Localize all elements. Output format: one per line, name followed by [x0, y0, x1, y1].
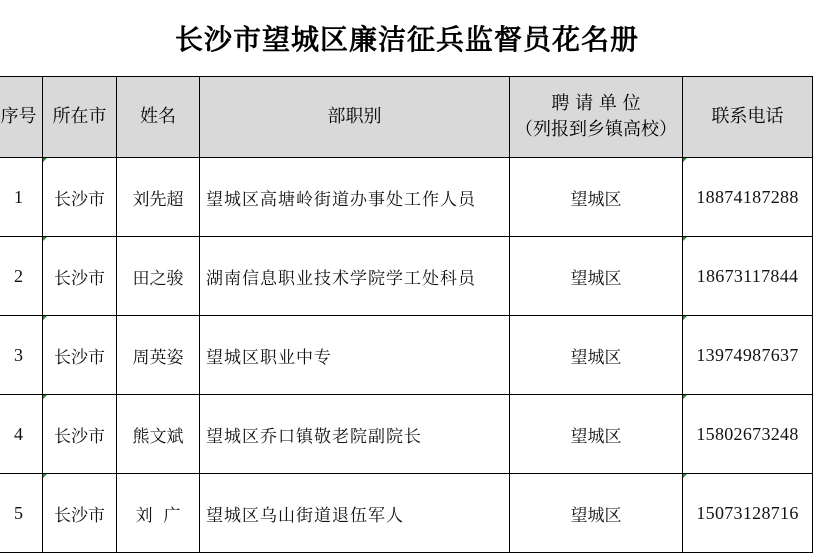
cell-marker-icon: [683, 474, 687, 478]
cell-phone-text: 15802673248: [696, 423, 799, 444]
cell-name: 刘先超: [117, 158, 200, 237]
cell-phone-text: 15073128716: [696, 502, 799, 523]
cell-dept: 望城区职业中专: [200, 316, 510, 395]
cell-name: 熊文斌: [117, 395, 200, 474]
header-seq: 序号: [0, 77, 43, 158]
cell-city: [43, 474, 117, 553]
cell-unit: 望城区: [510, 316, 683, 395]
header-dept: 部职别: [200, 77, 510, 158]
page-title: 长沙市望城区廉洁征兵监督员花名册: [174, 23, 639, 56]
roster-table: [0, 76, 813, 553]
cell-city: [43, 395, 117, 474]
table-row: [0, 158, 813, 237]
cell-phone-text: 18874187288: [696, 186, 799, 207]
cell-phone: [683, 158, 813, 237]
cell-dept: 望城区高塘岭街道办事处工作人员: [200, 158, 510, 237]
cell-dept: 望城区乌山街道退伍军人: [200, 474, 510, 553]
cell-seq: 4: [0, 395, 43, 474]
cell-city: [43, 316, 117, 395]
cell-seq: 3: [0, 316, 43, 395]
cell-dept: 望城区乔口镇敬老院副院长: [200, 395, 510, 474]
cell-city-text: 长沙市: [54, 347, 105, 368]
cell-marker-icon: [683, 158, 687, 162]
cell-marker-icon: [43, 158, 47, 162]
cell-unit: 望城区: [510, 474, 683, 553]
cell-phone: [683, 316, 813, 395]
table-row: [0, 316, 813, 395]
cell-seq: 2: [0, 237, 43, 316]
table-row: [0, 237, 813, 316]
cell-marker-icon: [683, 395, 687, 399]
cell-seq: 5: [0, 474, 43, 553]
table-row: [0, 395, 813, 474]
cell-unit: 望城区: [510, 237, 683, 316]
cell-phone-text: 13974987637: [696, 344, 799, 365]
cell-seq: 1: [0, 158, 43, 237]
header-row: [0, 77, 813, 158]
header-unit-line1: 聘 请 单 位: [551, 93, 641, 114]
cell-marker-icon: [43, 316, 47, 320]
cell-phone: [683, 395, 813, 474]
cell-marker-icon: [683, 237, 687, 241]
cell-phone: [683, 237, 813, 316]
cell-city-text: 长沙市: [54, 505, 105, 526]
header-phone: 联系电话: [683, 77, 813, 158]
cell-marker-icon: [43, 237, 47, 241]
cell-city-text: 长沙市: [54, 268, 105, 289]
header-unit-line2: （列报到乡镇高校）: [515, 119, 677, 140]
cell-city: [43, 158, 117, 237]
table-row: [0, 474, 813, 553]
cell-marker-icon: [683, 316, 687, 320]
header-city: 所在市: [43, 77, 117, 158]
cell-name: 刘 广: [117, 474, 200, 553]
cell-name: 田之骏: [117, 237, 200, 316]
header-unit: [510, 77, 683, 158]
cell-marker-icon: [43, 395, 47, 399]
cell-phone-text: 18673117844: [696, 265, 799, 286]
cell-marker-icon: [43, 474, 47, 478]
header-name: 姓名: [117, 77, 200, 158]
cell-dept: 湖南信息职业技术学院学工处科员: [200, 237, 510, 316]
cell-city: [43, 237, 117, 316]
cell-phone: [683, 474, 813, 553]
cell-city-text: 长沙市: [54, 426, 105, 447]
cell-unit: 望城区: [510, 158, 683, 237]
cell-city-text: 长沙市: [54, 189, 105, 210]
cell-unit: 望城区: [510, 395, 683, 474]
cell-name: 周英姿: [117, 316, 200, 395]
